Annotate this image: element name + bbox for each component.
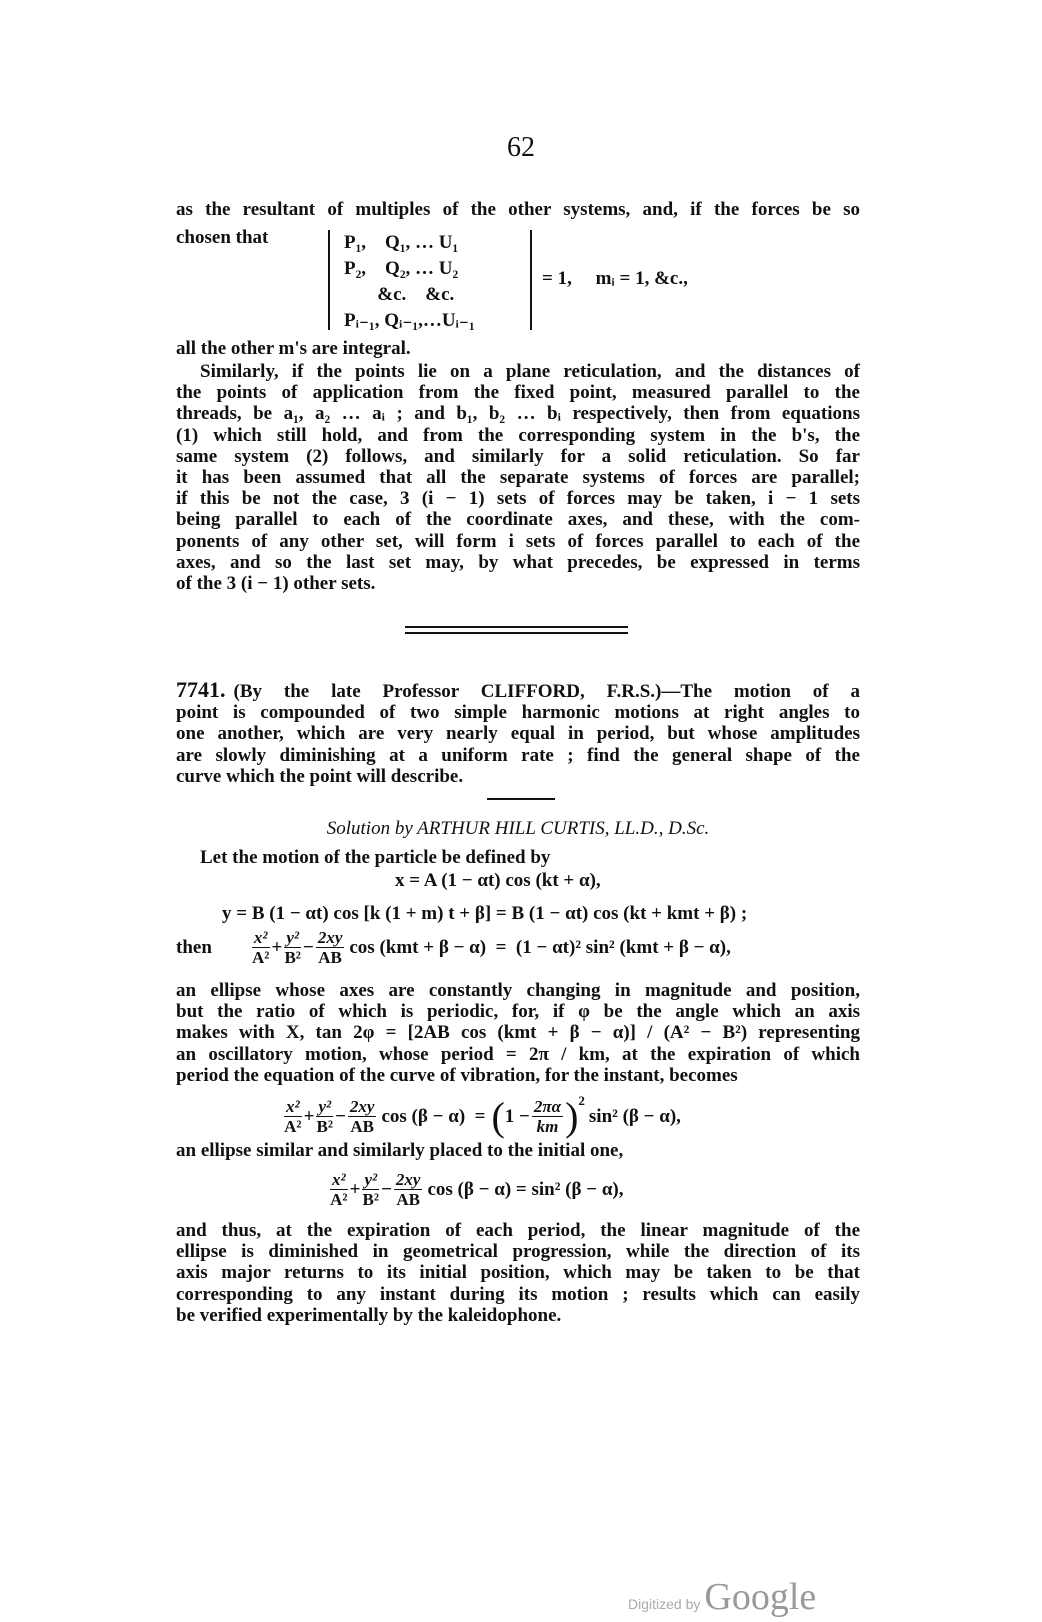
fraction: $\frac{2xy}{AB}$ (349, 1097, 375, 1136)
determinant-row: Pᵢ₋₁, Qᵢ₋₁,…Uᵢ₋₁ (344, 310, 475, 331)
text-line: if this be not the case, 3 (i − 1) sets of forces may be taken, i − 1 sets (176, 488, 860, 510)
text-line: as the resultant of multiples of the other systems, and, if the forces be so (176, 199, 860, 220)
equation-y: y = B (1 − αt) cos [k (1 + m) t + β] = B (1 − αt) cos (kt + kmt + β) ; (222, 903, 748, 924)
text-line: axis major returns to its initial position, which may be taken to be that (176, 1262, 860, 1284)
short-rule (487, 798, 555, 800)
fraction: $\frac{\text{y²}}{\text{B²}}$ (316, 1097, 333, 1136)
then-label: then (176, 936, 212, 958)
text-line: of the 3 (i − 1) other sets. (176, 573, 376, 595)
text-line: axes, and so the last set may, by what precedes, be expressed in terms (176, 551, 860, 573)
equation-period: $\frac{\text{x²}}{\text{A²}}$ + $\frac{\text{y²}}{\text{B²}}$ − $\frac{2xy}{AB}$ cos (β − α) = ( 1 − $\frac{2\pi\alpha}{km}$ ) $^2$ sin² (β − α), (284, 1093, 681, 1139)
chosen-that-label: chosen that (176, 227, 269, 248)
paragraph-similarly (176, 361, 860, 594)
double-rule-bottom (405, 632, 628, 634)
equation-ellipse: then $\frac{\text{x²}}{\text{A²}}$ + $\frac{\text{y²}}{\text{B²}}$ − $\frac{2xy}{AB}$ cos (kmt + β − α) = (1 − αt)² sin² (kmt + β − α), (176, 928, 731, 967)
text-line: are slowly diminishing at a uniform rate ; find the general shape of the (176, 744, 860, 766)
determinant-row: P₁, Q₁, … U₁ (344, 232, 459, 253)
paragraph-line (176, 199, 860, 220)
fraction: $\frac{\text{y²}}{\text{B²}}$ (284, 928, 301, 967)
google-watermark: Digitized by Google (628, 1576, 817, 1618)
question-7741 (176, 679, 860, 787)
determinant-rhs: = 1, mᵢ = 1, &c., (542, 268, 688, 289)
page-number: 62 (507, 132, 535, 163)
equation-initial: $\frac{\text{x²}}{\text{A²}}$ + $\frac{\text{y²}}{\text{B²}}$ − $\frac{2xy}{AB}$ cos (β − α) = sin² (β − α), (330, 1170, 624, 1209)
text-line: period the equation of the curve of vibration, for the instant, becomes (176, 1064, 738, 1086)
text-line: be verified experimentally by the kaleidophone. (176, 1304, 562, 1326)
text-line: point is compounded of two simple harmonic motions at right angles to (176, 702, 860, 724)
text-line: (1) which still hold, and from the corresponding system in the b's, the (176, 424, 860, 446)
right-paren: ) (565, 1094, 579, 1139)
paragraph-conclusion (176, 1220, 860, 1326)
fraction: $\frac{\text{x²}}{\text{A²}}$ (252, 928, 270, 967)
fraction: $\frac{\text{x²}}{\text{A²}}$ (284, 1097, 302, 1136)
text-line: but the ratio of which is periodic, for, if φ be the angle which an axis (176, 1001, 860, 1023)
text-line: curve which the point will describe. (176, 765, 464, 787)
text-line: ellipse is diminished in geometrical progression, while the direction of its (176, 1241, 860, 1263)
text-line: corresponding to any instant during its motion ; results which can easily (176, 1283, 860, 1305)
text-line: makes with X, tan 2φ = [2AB cos (kmt + β − α)] / (A² − B²) representing (176, 1022, 860, 1044)
text-line: the points of application from the fixed point, measured parallel to the (176, 382, 860, 404)
fraction: $\frac{2xy}{AB}$ (395, 1170, 421, 1209)
text-line: ponents of any other set, will form i sets of forces parallel to each of the (176, 530, 860, 552)
fraction: $\frac{2xy}{AB}$ (317, 928, 343, 967)
text-line: (By the late Professor CLIFFORD, F.R.S.)—The motion of a (233, 681, 860, 702)
text-line: being parallel to each of the coordinate axes, and these, with the com- (176, 509, 860, 531)
solution-heading: Solution by ARTHUR HILL CURTIS, LL.D., D.Sc. (326, 818, 710, 839)
determinant-row: P₂, Q₂, … U₂ (344, 258, 459, 279)
question-number: 7741. (176, 677, 226, 702)
text-line: Similarly, if the points lie on a plane reticulation, and the distances of (200, 361, 860, 382)
fraction: $\frac{\text{y²}}{\text{B²}}$ (362, 1170, 379, 1209)
determinant (328, 230, 532, 330)
double-rule-top (405, 626, 628, 628)
determinant-row: &c. &c. (344, 284, 455, 305)
solution-intro: Let the motion of the particle be defined by (200, 847, 551, 868)
text-line: and thus, at the expiration of each period, the linear magnitude of the (176, 1220, 860, 1241)
left-paren: ( (491, 1094, 505, 1139)
fraction: $\frac{2\pi\alpha}{km}$ (533, 1097, 562, 1136)
para1-end: all the other m's are integral. (176, 338, 411, 359)
fraction: $\frac{\text{x²}}{\text{A²}}$ (330, 1170, 348, 1209)
text-line: an ellipse whose axes are constantly changing in magnitude and position, (176, 980, 860, 1001)
google-logo: Google (704, 1576, 817, 1618)
text-line: one another, which are very nearly equal in period, but whose amplitudes (176, 723, 860, 745)
equation-x: x = A (1 − αt) cos (kt + α), (395, 870, 601, 891)
text-line: threads, be a₁, a₂ … aᵢ ; and b₁, b₂ … bᵢ respectively, then from equations (176, 403, 860, 425)
paragraph-ellipse (176, 980, 860, 1086)
text-line: it has been assumed that all the separate systems of forces are parallel; (176, 467, 860, 489)
text-line: an oscillatory motion, whose period = 2π / km, at the expiration of which (176, 1043, 860, 1065)
text-line: same system (2) follows, and similarly for a solid reticulation. So far (176, 445, 860, 467)
similar-line: an ellipse similar and similarly placed to the initial one, (176, 1140, 624, 1161)
